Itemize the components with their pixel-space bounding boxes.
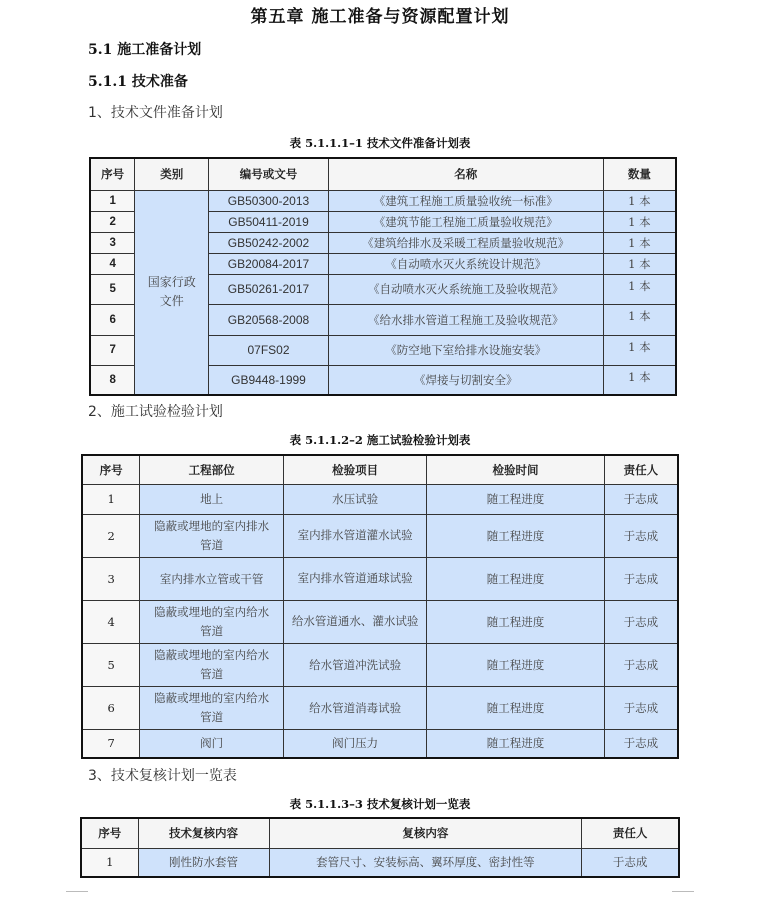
row-number: 8 <box>90 365 135 395</box>
doc-name: 《自动喷水灭火系统设计规范》 <box>328 253 603 274</box>
responsible-person: 于志成 <box>604 729 678 758</box>
header-cell: 复核内容 <box>269 818 582 848</box>
test-item: 给水管道通水、灌水试验 <box>283 600 427 643</box>
row-number: 1 <box>82 484 140 514</box>
row-number: 1 <box>90 190 135 211</box>
doc-code: GB50261-2017 <box>209 274 329 304</box>
project-part: 隐蔽或埋地的室内给水管道 <box>140 600 284 643</box>
test-time: 随工程进度 <box>427 514 604 557</box>
doc-code: GB20084-2017 <box>209 253 329 274</box>
doc-qty: 1 本 <box>603 274 676 304</box>
test-time: 随工程进度 <box>427 557 604 600</box>
subsection-heading: 5.1.1 技术准备 <box>88 74 188 90</box>
header-cell: 类别 <box>135 158 209 190</box>
review-item: 刚性防水套管 <box>138 848 269 877</box>
row-number: 6 <box>90 304 135 335</box>
header-cell: 责任人 <box>582 818 679 848</box>
header-cell: 序号 <box>81 818 138 848</box>
category-cell: 国家行政文件 <box>135 190 209 395</box>
table-row <box>82 514 678 557</box>
row-number: 2 <box>90 211 135 232</box>
doc-code: GB20568-2008 <box>209 304 329 335</box>
row-number: 1 <box>81 848 138 877</box>
project-part: 隐蔽或埋地的室内给水管道 <box>140 643 284 686</box>
row-number: 6 <box>82 686 140 729</box>
table-row <box>82 686 678 729</box>
table-header-row <box>81 818 679 848</box>
responsible-person: 于志成 <box>604 643 678 686</box>
header-cell: 检验项目 <box>283 455 427 484</box>
row-number: 3 <box>90 232 135 253</box>
responsible-person: 于志成 <box>604 557 678 600</box>
test-item: 阀门压力 <box>283 729 427 758</box>
row-number: 3 <box>82 557 140 600</box>
test-time: 随工程进度 <box>427 643 604 686</box>
doc-code: GB9448-1999 <box>209 365 329 395</box>
table3-intro: 3、技术复核计划一览表 <box>88 768 237 784</box>
responsible-person: 于志成 <box>582 848 679 877</box>
row-number: 7 <box>90 335 135 365</box>
section-heading: 5.1 施工准备计划 <box>88 42 202 58</box>
row-number: 5 <box>82 643 140 686</box>
responsible-person: 于志成 <box>604 514 678 557</box>
responsible-person: 于志成 <box>604 484 678 514</box>
header-cell: 技术复核内容 <box>138 818 269 848</box>
doc-code: GB50411-2019 <box>209 211 329 232</box>
test-item: 给水管道冲洗试验 <box>283 643 427 686</box>
header-cell: 数量 <box>603 158 676 190</box>
doc-qty: 1 本 <box>603 304 676 335</box>
project-part: 室内排水立管或干管 <box>140 557 284 600</box>
doc-qty: 1 本 <box>603 253 676 274</box>
project-part: 隐蔽或埋地的室内排水管道 <box>140 514 284 557</box>
test-time: 随工程进度 <box>427 600 604 643</box>
header-cell: 工程部位 <box>140 455 284 484</box>
doc-name: 《给水排水管道工程施工及验收规范》 <box>328 304 603 335</box>
doc-qty: 1 本 <box>603 232 676 253</box>
table-header-row <box>82 455 678 484</box>
review-content: 套管尺寸、安装标高、翼环厚度、密封性等 <box>269 848 582 877</box>
table-row <box>82 557 678 600</box>
row-number: 7 <box>82 729 140 758</box>
doc-qty: 1 本 <box>603 190 676 211</box>
table2-caption: 表 5.1.1.2–2 施工试验检验计划表 <box>289 433 471 447</box>
doc-name: 《建筑节能工程施工质量验收规范》 <box>328 211 603 232</box>
project-part: 隐蔽或埋地的室内给水管道 <box>140 686 284 729</box>
table3-caption: 表 5.1.1.3–3 技术复核计划一览表 <box>289 797 471 811</box>
test-item: 室内排水管道灌水试验 <box>283 514 427 557</box>
test-time: 随工程进度 <box>427 686 604 729</box>
doc-name: 《建筑给排水及采暖工程质量验收规范》 <box>328 232 603 253</box>
technical-review-table <box>80 817 680 878</box>
table-row <box>82 600 678 643</box>
doc-name: 《防空地下室给排水设施安装》 <box>328 335 603 365</box>
technical-documents-table <box>89 157 677 396</box>
table-row <box>82 484 678 514</box>
table1-intro: 1、技术文件准备计划 <box>88 105 223 121</box>
header-cell: 责任人 <box>604 455 678 484</box>
doc-qty: 1 本 <box>603 211 676 232</box>
table1-caption: 表 5.1.1.1–1 技术文件准备计划表 <box>289 136 471 150</box>
row-number: 4 <box>82 600 140 643</box>
doc-code: 07FS02 <box>209 335 329 365</box>
test-item: 给水管道消毒试验 <box>283 686 427 729</box>
header-cell: 序号 <box>82 455 140 484</box>
row-number: 4 <box>90 253 135 274</box>
construction-test-table <box>81 454 679 759</box>
project-part: 阀门 <box>140 729 284 758</box>
test-item: 水压试验 <box>283 484 427 514</box>
test-time: 随工程进度 <box>427 484 604 514</box>
header-cell: 序号 <box>90 158 135 190</box>
table2-intro: 2、施工试验检验计划 <box>88 404 223 420</box>
table-row <box>90 190 676 211</box>
header-cell: 检验时间 <box>427 455 604 484</box>
test-item: 室内排水管道通球试验 <box>283 557 427 600</box>
table-header-row <box>90 158 676 190</box>
chapter-title: 第五章 施工准备与资源配置计划 <box>250 7 510 27</box>
row-number: 5 <box>90 274 135 304</box>
responsible-person: 于志成 <box>604 686 678 729</box>
test-time: 随工程进度 <box>427 729 604 758</box>
table-row <box>81 848 679 877</box>
doc-qty: 1 本 <box>603 365 676 395</box>
table-row <box>82 643 678 686</box>
header-cell: 编号或文号 <box>209 158 329 190</box>
responsible-person: 于志成 <box>604 600 678 643</box>
doc-code: GB50242-2002 <box>209 232 329 253</box>
doc-name: 《建筑工程施工质量验收统一标准》 <box>328 190 603 211</box>
header-cell: 名称 <box>328 158 603 190</box>
project-part: 地上 <box>140 484 284 514</box>
doc-name: 《自动喷水灭火系统施工及验收规范》 <box>328 274 603 304</box>
doc-code: GB50300-2013 <box>209 190 329 211</box>
row-number: 2 <box>82 514 140 557</box>
doc-qty: 1 本 <box>603 335 676 365</box>
doc-name: 《焊接与切割安全》 <box>328 365 603 395</box>
table-row <box>82 729 678 758</box>
